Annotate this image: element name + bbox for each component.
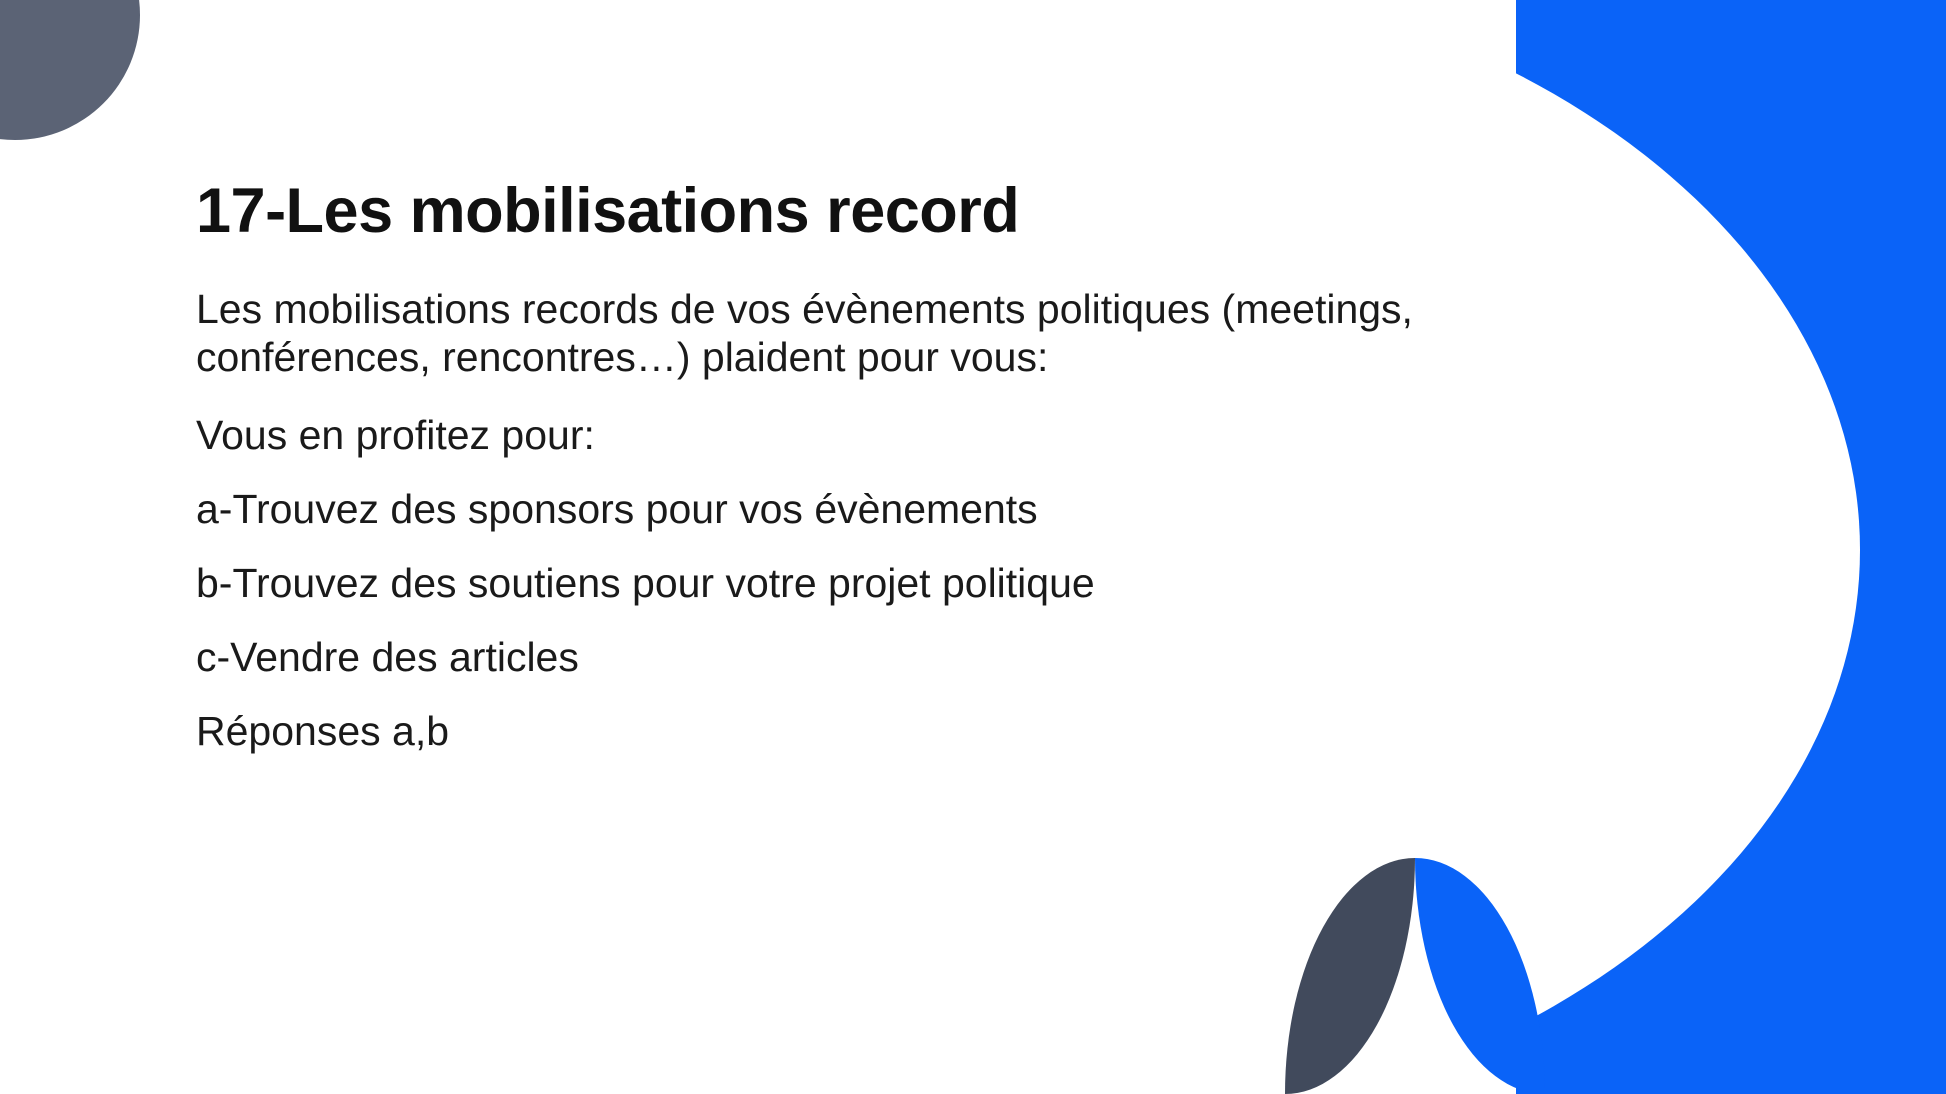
slide-content xyxy=(196,178,1486,782)
body-paragraph-option-c: c-Vendre des articles xyxy=(196,633,579,680)
leaf-logo xyxy=(1285,858,1545,1094)
body-paragraph-option-a: a-Trouvez des sponsors pour vos évènements xyxy=(196,486,1038,533)
body-paragraph-2: Vous en profitez pour: xyxy=(196,412,595,459)
body-paragraph-option-b: b-Trouvez des soutiens pour votre projet politique xyxy=(196,560,1095,607)
slide-body xyxy=(196,286,1486,756)
leaf-right-petal-icon xyxy=(1415,858,1545,1094)
slide-title: 17-Les mobilisations record xyxy=(196,176,1020,246)
body-paragraph-1: Les mobilisations records de vos évènements politiques (meetings, conférences, rencontres…) plaident pour vous: xyxy=(196,286,1413,381)
leaf-left-petal-icon xyxy=(1285,858,1415,1094)
body-paragraph-answers: Réponses a,b xyxy=(196,707,450,754)
